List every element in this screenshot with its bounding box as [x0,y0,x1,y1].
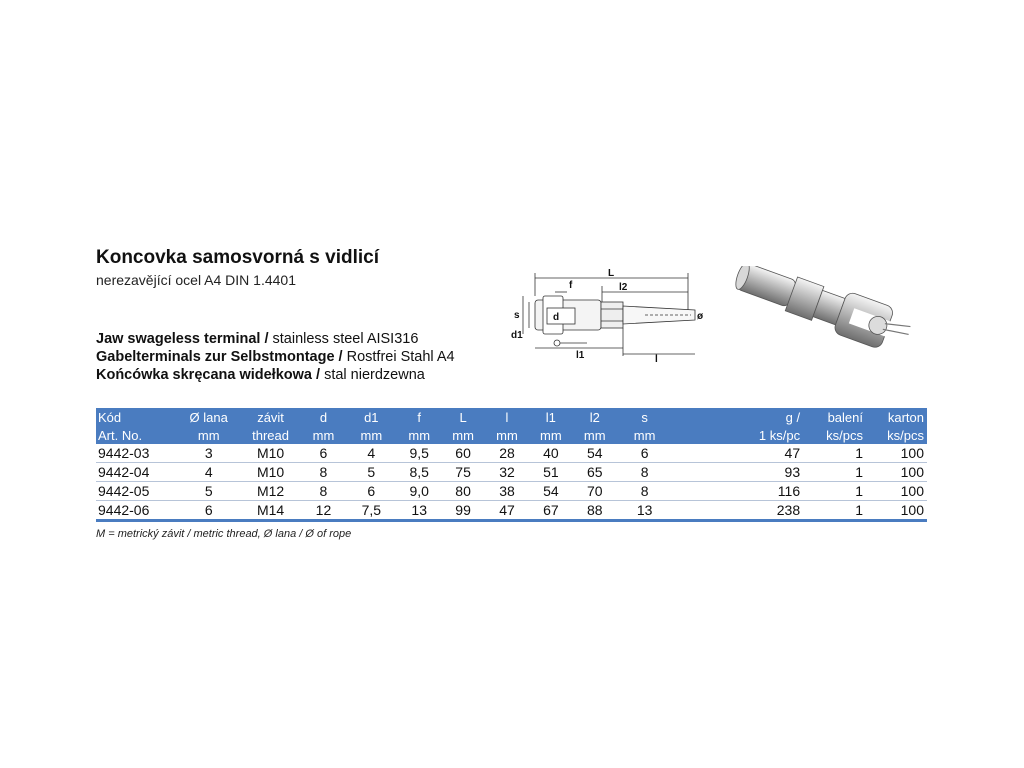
description-english-normal: stainless steel AISI316 [268,331,419,347]
table-cell: 13 [397,501,441,521]
table-cell: M10 [240,463,302,482]
description-german [96,349,455,366]
product-photo [722,266,922,376]
table-cell: 1 [803,501,866,521]
table-header-cell: ks/pcs [803,426,866,444]
table-cell: 9442-03 [96,444,178,463]
table-cell: 8 [302,463,346,482]
table-cell: 99 [441,501,485,521]
table-row [96,482,927,501]
table-cell: 38 [485,482,529,501]
dim-label-L: L [608,268,615,279]
table-cell: 9,0 [397,482,441,501]
table-cell: 100 [866,444,927,463]
dim-label-d: d [553,312,560,323]
table-cell: 5 [178,482,240,501]
table-cell: 1 [803,482,866,501]
table-cell: 47 [485,501,529,521]
table-header-cell: 1 ks/pc [673,426,804,444]
table-cell: 3 [178,444,240,463]
dim-label-l: l [655,354,658,365]
table-cell: 5 [345,463,397,482]
table-cell: 70 [573,482,617,501]
table-cell: 1 [803,463,866,482]
table-cell: 9442-04 [96,463,178,482]
table-cell: 1 [803,444,866,463]
table-header-cell: d [302,408,346,426]
table-cell: 67 [529,501,573,521]
footnote: M = metrický závit / metric thread, Ø lana / Ø of rope [96,528,352,540]
table-header-cell: závit [240,408,302,426]
table-cell: 54 [573,444,617,463]
description-english-bold: Jaw swageless terminal / [96,331,269,347]
dim-label-l1: l1 [576,350,585,361]
product-subtitle: nerezavějící ocel A4 DIN 1.4401 [96,272,297,288]
table-header-cell: mm [529,426,573,444]
table-cell: 28 [485,444,529,463]
description-polish-normal: stal nierdzewna [320,367,425,383]
table-cell: 65 [573,463,617,482]
table-cell: 9,5 [397,444,441,463]
table-cell: 8 [617,463,673,482]
table-cell: 13 [617,501,673,521]
table-cell: 6 [617,444,673,463]
table-header-cell: mm [397,426,441,444]
table-header-cell: mm [573,426,617,444]
table-header-cell: Ø lana [178,408,240,426]
table-cell: M14 [240,501,302,521]
dim-label-s: s [514,310,520,321]
dim-label-diameter: ø [697,311,704,322]
table-header-cell: s [617,408,673,426]
dim-label-f: f [569,280,573,291]
table-header-cell: ks/pcs [866,426,927,444]
table-header-cell: karton [866,408,927,426]
table-header-cell: l2 [573,408,617,426]
table-header-cell: L [441,408,485,426]
table-header-cell: l [485,408,529,426]
product-title: Koncovka samosvorná s vidlicí [96,247,380,268]
table-cell: 51 [529,463,573,482]
description-german-bold: Gabelterminals zur Selbstmontage / [96,349,343,365]
table-header-cell: f [397,408,441,426]
table-header-cell: g / [673,408,804,426]
table-cell: 9442-05 [96,482,178,501]
table-row [96,501,927,521]
table-cell: 93 [673,463,804,482]
description-german-normal: Rostfrei Stahl A4 [342,349,455,365]
table-cell: 8 [302,482,346,501]
table-cell: 12 [302,501,346,521]
table-cell: 100 [866,482,927,501]
table-cell: 54 [529,482,573,501]
table-cell: 8,5 [397,463,441,482]
table-header-cell: mm [302,426,346,444]
dim-label-d1: d1 [511,330,523,341]
table-header-cell: d1 [345,408,397,426]
table-cell: 4 [345,444,397,463]
table-header-cell: mm [441,426,485,444]
table-cell: 9442-06 [96,501,178,521]
table-header-cell: thread [240,426,302,444]
table-header-cell: mm [617,426,673,444]
table-row [96,444,927,463]
table-header-cell: Art. No. [96,426,178,444]
table-cell: 32 [485,463,529,482]
table-cell: 40 [529,444,573,463]
table-cell: 88 [573,501,617,521]
table-cell: M10 [240,444,302,463]
table-cell: 100 [866,501,927,521]
table-row [96,463,927,482]
dim-label-l2: l2 [619,282,628,293]
table-cell: 60 [441,444,485,463]
table-cell: 47 [673,444,804,463]
table-cell: 75 [441,463,485,482]
table-header-cell: Kód [96,408,178,426]
table-cell: 116 [673,482,804,501]
table-cell: 80 [441,482,485,501]
table-header-cell: mm [485,426,529,444]
table-cell: 238 [673,501,804,521]
technical-drawing [505,266,720,366]
table-header-row [96,408,927,426]
table-header-row [96,426,927,444]
table-cell: 6 [345,482,397,501]
description-english [96,331,418,348]
spec-table [96,408,927,522]
table-cell: 7,5 [345,501,397,521]
table-header-cell: mm [178,426,240,444]
description-polish-bold: Końcówka skręcana widełkowa / [96,367,321,383]
table-cell: 6 [302,444,346,463]
table-header-cell: mm [345,426,397,444]
table-cell: 6 [178,501,240,521]
table-header-cell: l1 [529,408,573,426]
description-polish [96,367,425,384]
table-cell: 4 [178,463,240,482]
table-header-cell: balení [803,408,866,426]
table-cell: 100 [866,463,927,482]
table-cell: M12 [240,482,302,501]
table-cell: 8 [617,482,673,501]
